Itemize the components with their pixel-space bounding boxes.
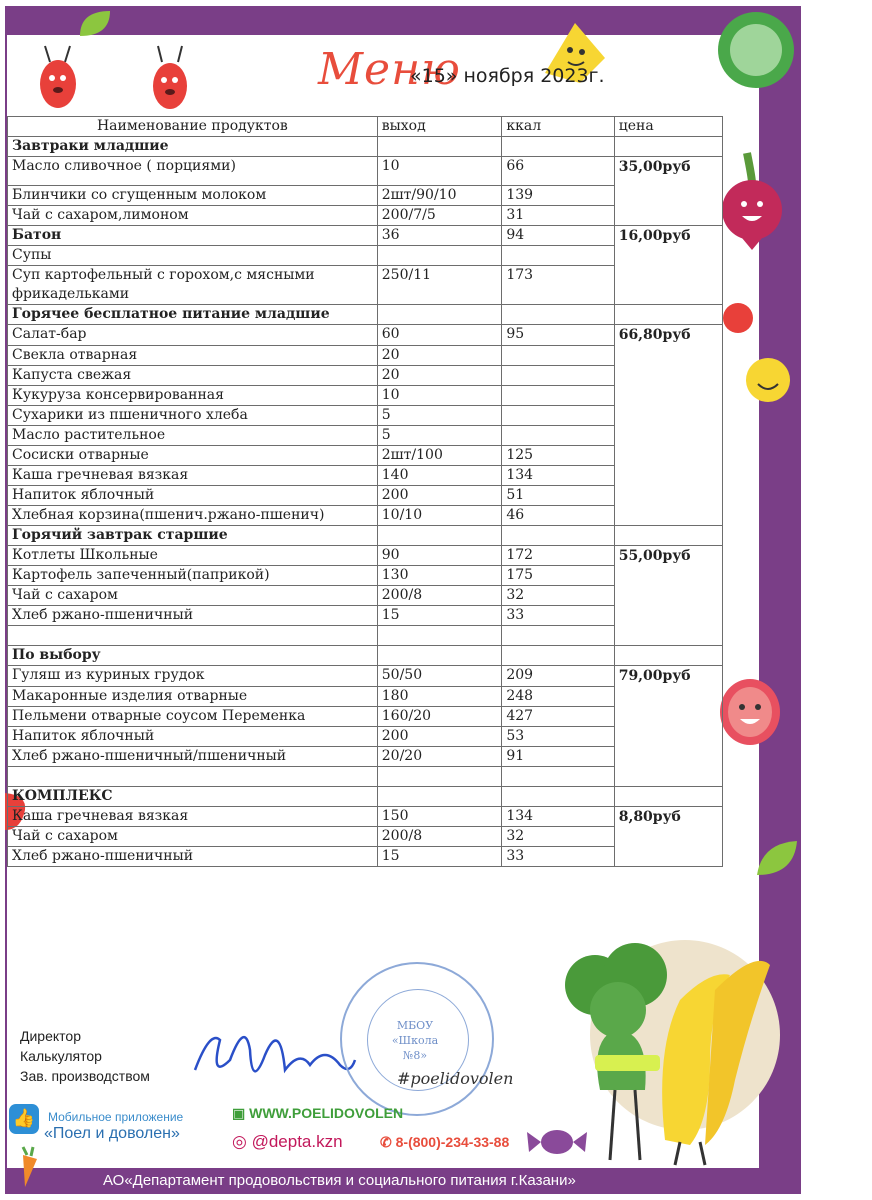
table-row <box>8 686 723 706</box>
leaf-icon <box>752 835 802 885</box>
item-price-cell <box>614 505 722 525</box>
item-output-cell <box>377 137 502 157</box>
small-tomato-icon <box>720 298 760 338</box>
leaf-icon <box>75 6 115 42</box>
item-name-cell: Суп картофельный с горохом,с мясными фрикадельками <box>8 266 378 305</box>
column-header-name: Наименование продуктов <box>8 117 378 137</box>
item-kcal-cell: 51 <box>502 485 614 505</box>
item-name-cell: Каша гречневая вязкая <box>8 465 378 485</box>
instagram-text: @depta.kzn <box>251 1132 343 1151</box>
organization-name: АО«Департамент продовольствия и социального питания г.Казани» <box>103 1172 576 1189</box>
item-output-cell: 2шт/90/10 <box>377 185 502 205</box>
item-price-cell: 35,00руб <box>614 157 722 186</box>
website-link[interactable] <box>232 1105 403 1122</box>
item-output-cell: 10 <box>377 385 502 405</box>
item-kcal-cell: 172 <box>502 545 614 566</box>
table-header-row <box>8 117 723 137</box>
item-kcal-cell: 248 <box>502 686 614 706</box>
table-row <box>8 505 723 525</box>
item-name-cell: Масло сливочное ( порциями) <box>8 157 378 186</box>
item-price-cell <box>614 746 722 766</box>
item-kcal-cell: 91 <box>502 746 614 766</box>
item-kcal-cell: 94 <box>502 225 614 246</box>
item-output-cell: 150 <box>377 806 502 827</box>
item-name-cell: Пельмени отварные соусом Переменка <box>8 706 378 726</box>
item-output-cell: 160/20 <box>377 706 502 726</box>
table-row <box>8 545 723 566</box>
item-output-cell: 60 <box>377 325 502 346</box>
item-kcal-cell: 53 <box>502 726 614 746</box>
item-output-cell: 200/8 <box>377 827 502 847</box>
item-output-cell: 10/10 <box>377 505 502 525</box>
table-row <box>8 626 723 646</box>
item-price-cell <box>614 185 722 205</box>
item-name-cell: Капуста свежая <box>8 365 378 385</box>
item-price-cell: 8,80руб <box>614 806 722 827</box>
stamp-text: МБОУ «Школа №8» <box>391 1019 439 1062</box>
item-output-cell: 200/8 <box>377 586 502 606</box>
item-name-cell: Батон <box>8 225 378 246</box>
item-name-cell: КОМПЛЕКС <box>8 786 378 806</box>
item-price-cell <box>614 726 722 746</box>
item-price-cell <box>614 786 722 806</box>
table-row <box>8 706 723 726</box>
item-kcal-cell: 427 <box>502 706 614 726</box>
column-header-kcal: ккал <box>502 117 614 137</box>
item-output-cell <box>377 646 502 666</box>
handwritten-signature <box>190 1010 360 1100</box>
table-row <box>8 185 723 205</box>
table-row <box>8 827 723 847</box>
table-row <box>8 465 723 485</box>
item-price-cell <box>614 485 722 505</box>
item-name-cell: Кукуруза консервированная <box>8 385 378 405</box>
item-price-cell <box>614 425 722 445</box>
item-price-cell <box>614 686 722 706</box>
table-row <box>8 205 723 225</box>
column-header-output: выход <box>377 117 502 137</box>
item-name-cell: Салат-бар <box>8 325 378 346</box>
item-kcal-cell <box>502 365 614 385</box>
item-name-cell: По выбору <box>8 646 378 666</box>
item-kcal-cell <box>502 766 614 786</box>
item-name-cell: Гуляш из куриных грудок <box>8 666 378 687</box>
item-output-cell <box>377 766 502 786</box>
phone-icon: ✆ <box>380 1134 392 1150</box>
app-label: Мобильное приложение <box>48 1110 184 1124</box>
item-kcal-cell <box>502 137 614 157</box>
item-output-cell: 90 <box>377 545 502 566</box>
item-price-cell <box>614 646 722 666</box>
table-row <box>8 405 723 425</box>
item-output-cell: 15 <box>377 606 502 626</box>
item-name-cell: Чай с сахаром <box>8 827 378 847</box>
item-price-cell <box>614 847 722 867</box>
item-price-cell <box>614 246 722 266</box>
table-row <box>8 385 723 405</box>
item-name-cell: Хлебная корзина(пшенич.ржано-пшенич) <box>8 505 378 525</box>
item-output-cell: 200/7/5 <box>377 205 502 225</box>
item-name-cell: Хлеб ржано-пшеничный <box>8 847 378 867</box>
item-kcal-cell: 95 <box>502 325 614 346</box>
monitor-icon: ▣ <box>232 1105 246 1121</box>
item-kcal-cell <box>502 345 614 365</box>
item-price-cell: 66,80руб <box>614 325 722 346</box>
item-kcal-cell: 209 <box>502 666 614 687</box>
item-name-cell: Каша гречневая вязкая <box>8 806 378 827</box>
item-kcal-cell <box>502 305 614 325</box>
item-output-cell: 140 <box>377 465 502 485</box>
item-output-cell: 180 <box>377 686 502 706</box>
item-output-cell: 36 <box>377 225 502 246</box>
item-kcal-cell <box>502 786 614 806</box>
item-output-cell <box>377 786 502 806</box>
item-kcal-cell: 33 <box>502 847 614 867</box>
website-text: WWW.POELIDOVOLEN <box>249 1105 404 1121</box>
item-kcal-cell: 46 <box>502 505 614 525</box>
cucumber-icon <box>708 10 803 90</box>
item-price-cell <box>614 827 722 847</box>
item-output-cell <box>377 626 502 646</box>
item-kcal-cell <box>502 385 614 405</box>
item-kcal-cell <box>502 626 614 646</box>
item-name-cell: Котлеты Школьные <box>8 545 378 566</box>
table-row <box>8 246 723 266</box>
item-price-cell <box>614 266 722 305</box>
item-output-cell: 200 <box>377 485 502 505</box>
item-kcal-cell <box>502 405 614 425</box>
item-output-cell: 15 <box>377 847 502 867</box>
table-row <box>8 606 723 626</box>
item-price-cell: 55,00руб <box>614 545 722 566</box>
item-output-cell: 10 <box>377 157 502 186</box>
item-kcal-cell: 134 <box>502 806 614 827</box>
menu-title-script: Меню <box>318 44 461 95</box>
item-price-cell: 16,00руб <box>614 225 722 246</box>
item-kcal-cell: 134 <box>502 465 614 485</box>
item-output-cell: 2шт/100 <box>377 445 502 465</box>
table-row <box>8 325 723 346</box>
section-row <box>8 225 723 246</box>
beet-character-icon <box>712 148 792 253</box>
item-name-cell: Завтраки младшие <box>8 137 378 157</box>
item-name-cell: Супы <box>8 246 378 266</box>
table-row <box>8 766 723 786</box>
table-row <box>8 445 723 465</box>
section-row <box>8 137 723 157</box>
item-price-cell <box>614 405 722 425</box>
item-output-cell: 20 <box>377 365 502 385</box>
item-kcal-cell: 139 <box>502 185 614 205</box>
item-name-cell: Сухарики из пшеничного хлеба <box>8 405 378 425</box>
item-name-cell: Хлеб ржано-пшеничный <box>8 606 378 626</box>
item-price-cell <box>614 525 722 545</box>
item-kcal-cell <box>502 246 614 266</box>
item-name-cell: Картофель запеченный(паприкой) <box>8 566 378 586</box>
table-row <box>8 425 723 445</box>
item-output-cell <box>377 246 502 266</box>
item-output-cell: 5 <box>377 425 502 445</box>
item-output-cell: 20 <box>377 345 502 365</box>
footer-staff-list <box>20 1026 150 1086</box>
staff-production-head: Зав. производством <box>20 1068 150 1084</box>
item-name-cell: Горячий завтрак старшие <box>8 525 378 545</box>
item-price-cell <box>614 205 722 225</box>
phone-text: 8-(800)-234-33-88 <box>395 1134 510 1150</box>
item-output-cell: 130 <box>377 566 502 586</box>
table-row <box>8 485 723 505</box>
menu-table-body <box>8 137 723 867</box>
section-row <box>8 525 723 545</box>
table-row <box>8 365 723 385</box>
item-name-cell: Чай с сахаром <box>8 586 378 606</box>
item-kcal-cell: 125 <box>502 445 614 465</box>
steak-character-icon <box>716 675 786 750</box>
staff-calculator: Калькулятор <box>20 1048 102 1064</box>
item-price-cell <box>614 385 722 405</box>
candy-icon <box>525 1120 590 1165</box>
item-output-cell <box>377 305 502 325</box>
table-row <box>8 806 723 827</box>
item-name-cell: Сосиски отварные <box>8 445 378 465</box>
item-kcal-cell: 66 <box>502 157 614 186</box>
item-output-cell <box>377 525 502 545</box>
menu-table <box>7 116 723 867</box>
item-price-cell <box>614 706 722 726</box>
section-row <box>8 305 723 325</box>
item-name-cell: Блинчики со сгущенным молоком <box>8 185 378 205</box>
item-name-cell: Свекла отварная <box>8 345 378 365</box>
item-price-cell <box>614 137 722 157</box>
item-kcal-cell: 32 <box>502 586 614 606</box>
item-name-cell: Напиток яблочный <box>8 485 378 505</box>
item-output-cell: 20/20 <box>377 746 502 766</box>
item-price-cell <box>614 345 722 365</box>
item-price-cell <box>614 586 722 606</box>
item-kcal-cell: 31 <box>502 205 614 225</box>
item-price-cell <box>614 465 722 485</box>
staff-director: Директор <box>20 1028 81 1044</box>
item-price-cell <box>614 766 722 786</box>
table-row <box>8 345 723 365</box>
table-row <box>8 266 723 305</box>
item-price-cell <box>614 566 722 586</box>
item-name-cell: Масло растительное <box>8 425 378 445</box>
menu-date: «15» ноября 2023г. <box>410 65 605 87</box>
table-row <box>8 666 723 687</box>
item-kcal-cell <box>502 425 614 445</box>
table-row <box>8 726 723 746</box>
item-kcal-cell: 32 <box>502 827 614 847</box>
item-output-cell: 200 <box>377 726 502 746</box>
instagram-icon: ◎ <box>232 1132 247 1151</box>
item-kcal-cell <box>502 646 614 666</box>
item-kcal-cell: 173 <box>502 266 614 305</box>
table-row <box>8 566 723 586</box>
item-name-cell: Хлеб ржано-пшеничный/пшеничный <box>8 746 378 766</box>
item-name-cell: Напиток яблочный <box>8 726 378 746</box>
column-header-price: цена <box>614 117 722 137</box>
item-output-cell: 5 <box>377 405 502 425</box>
table-row <box>8 847 723 867</box>
table-row <box>8 157 723 186</box>
item-price-cell <box>614 445 722 465</box>
table-row <box>8 746 723 766</box>
instagram-link[interactable] <box>232 1132 343 1152</box>
item-name-cell <box>8 766 378 786</box>
item-name-cell: Макаронные изделия отварные <box>8 686 378 706</box>
item-output-cell: 50/50 <box>377 666 502 687</box>
item-name-cell: Горячее бесплатное питание младшие <box>8 305 378 325</box>
tomato-characters-icon <box>30 40 200 120</box>
hashtag-text: #poelidovolen <box>397 1069 514 1088</box>
phone-link[interactable] <box>380 1134 509 1151</box>
item-output-cell: 250/11 <box>377 266 502 305</box>
item-kcal-cell: 175 <box>502 566 614 586</box>
section-row <box>8 646 723 666</box>
item-kcal-cell <box>502 525 614 545</box>
item-price-cell: 79,00руб <box>614 666 722 687</box>
app-name: «Поел и доволен» <box>44 1125 180 1142</box>
section-row <box>8 786 723 806</box>
item-name-cell <box>8 626 378 646</box>
carrot-icon <box>15 1145 45 1190</box>
item-name-cell: Чай с сахаром,лимоном <box>8 205 378 225</box>
item-price-cell <box>614 626 722 646</box>
item-price-cell <box>614 305 722 325</box>
thumbs-up-icon: 👍 <box>9 1104 39 1134</box>
item-price-cell <box>614 365 722 385</box>
item-price-cell <box>614 606 722 626</box>
table-row <box>8 586 723 606</box>
smiley-icon <box>744 356 792 404</box>
item-kcal-cell: 33 <box>502 606 614 626</box>
